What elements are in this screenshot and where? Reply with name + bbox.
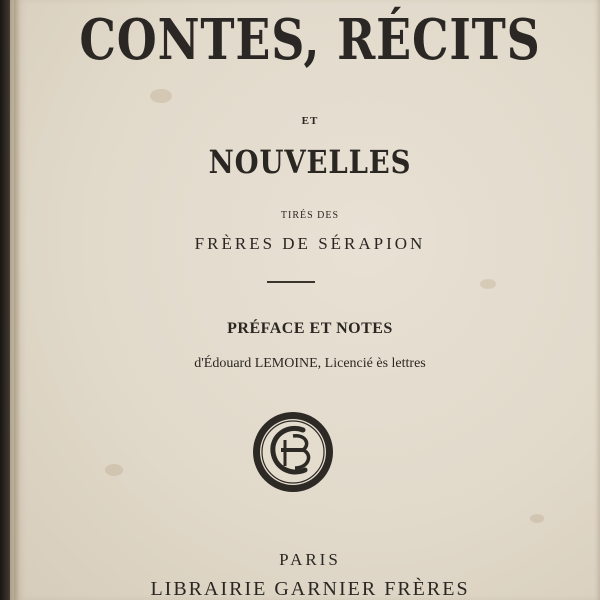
divider-rule [267,281,315,283]
publisher-name: LIBRAIRIE GARNIER FRÈRES [150,578,470,600]
publication-city: PARIS [279,550,341,569]
book-subtitle: NOUVELLES [208,143,412,181]
publisher-monogram-seal-icon [251,410,335,494]
foxing-spot [105,464,123,476]
foxing-spot [150,89,172,103]
title-page [10,0,600,600]
source-prefix: TIRÉS DES [280,210,340,221]
foxing-spot [480,279,496,289]
editor-credit: d'Édouard LEMOINE, Licencié ès lettres [194,356,426,371]
book-title: CONTES, RÉCITS [79,7,541,73]
foxing-spot [530,514,544,523]
page-edge [14,0,20,600]
source-title: FRÈRES DE SÉRAPION [194,234,426,253]
preface-heading: PRÉFACE ET NOTES [227,320,393,337]
title-conjunction: ET [301,115,319,127]
